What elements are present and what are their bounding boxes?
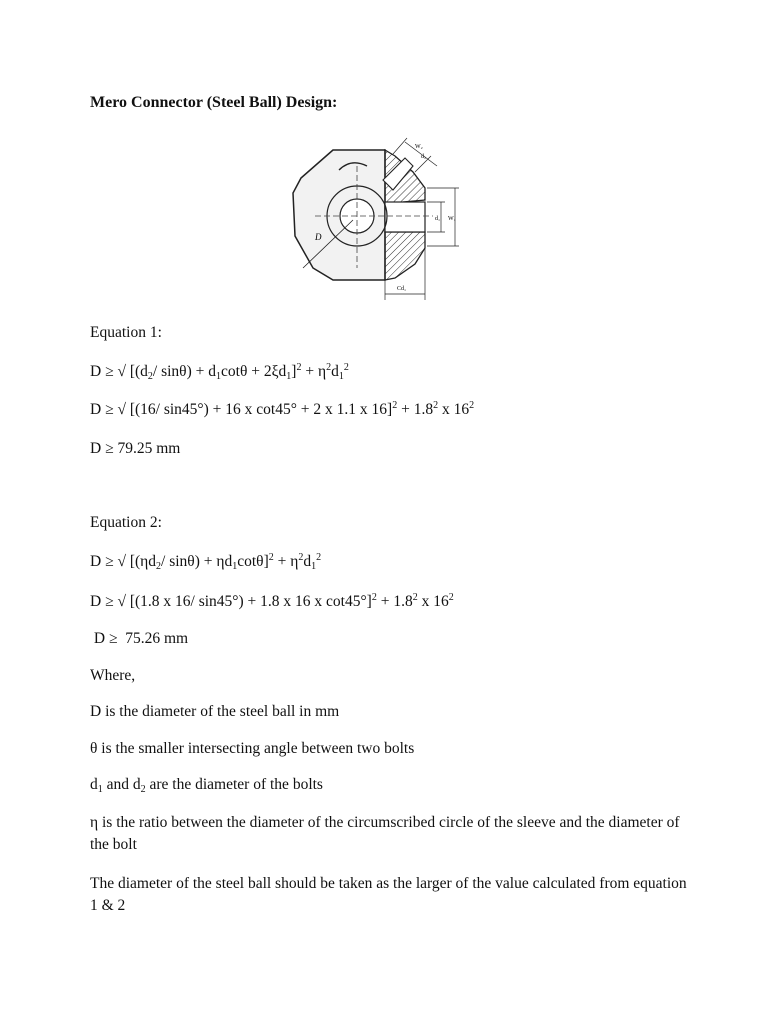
equation2-formula: D ≥ √ [($\eta d_2/$ $\sin\theta) + \eta d_1\cot\theta]^2 + \eta^2d_1^2$ <box>90 552 322 572</box>
definition-D: D is the diameter of the steel ball in mm <box>90 703 340 720</box>
equation1-heading: Equation 1: <box>90 324 162 341</box>
label-w1: W₁ <box>448 216 456 222</box>
equation2-result: D ≥ 75.26 mm <box>90 630 189 647</box>
equation1-formula: D ≥ √ [($d_2/$ $\sin\theta) + d_1\cot\theta + 2\xi d_1]^2 + \eta^2d_1^2$ <box>90 362 349 382</box>
label-cd1: Cd₁ <box>397 286 407 292</box>
definition-theta: θ is the smaller intersecting angle between two bolts <box>90 740 415 757</box>
equation2-substituted: D ≥ √ [(1.8 x 16/ sin45°) + 1.8 x 16 x $\cot 45^\circ]^2 + 1.8^2$ x $16^2$ <box>90 592 454 610</box>
label-w2: W₂ <box>415 144 423 150</box>
where-heading: Where, <box>90 667 136 684</box>
conclusion-text: The diameter of the steel ball should be taken as the larger of the value calculated from equation 1 & 2 <box>90 875 687 914</box>
connector-drawing <box>255 128 485 306</box>
definition-d1-d2: $d_1$ and $d_2$ are the diameter of the bolts <box>90 776 323 795</box>
label-D: D <box>315 232 322 242</box>
equation2-heading: Equation 2: <box>90 514 162 531</box>
equation1-result: D ≥ 79.25 mm <box>90 440 181 457</box>
definition-eta: η is the ratio between the diameter of the circumscribed circle of the sleeve and the diameter of the bolt <box>90 814 680 853</box>
document-title: Mero Connector (Steel Ball) Design: <box>90 94 338 111</box>
label-d1: d₁ <box>435 216 441 222</box>
equation1-substituted: D ≥ √ [(16/ sin45°) + 16 x cot45° + 2 x 1.1 x $16]^2 + 1.8^2$ x $16^2$ <box>90 400 475 418</box>
label-d2: d₂ <box>421 154 427 160</box>
